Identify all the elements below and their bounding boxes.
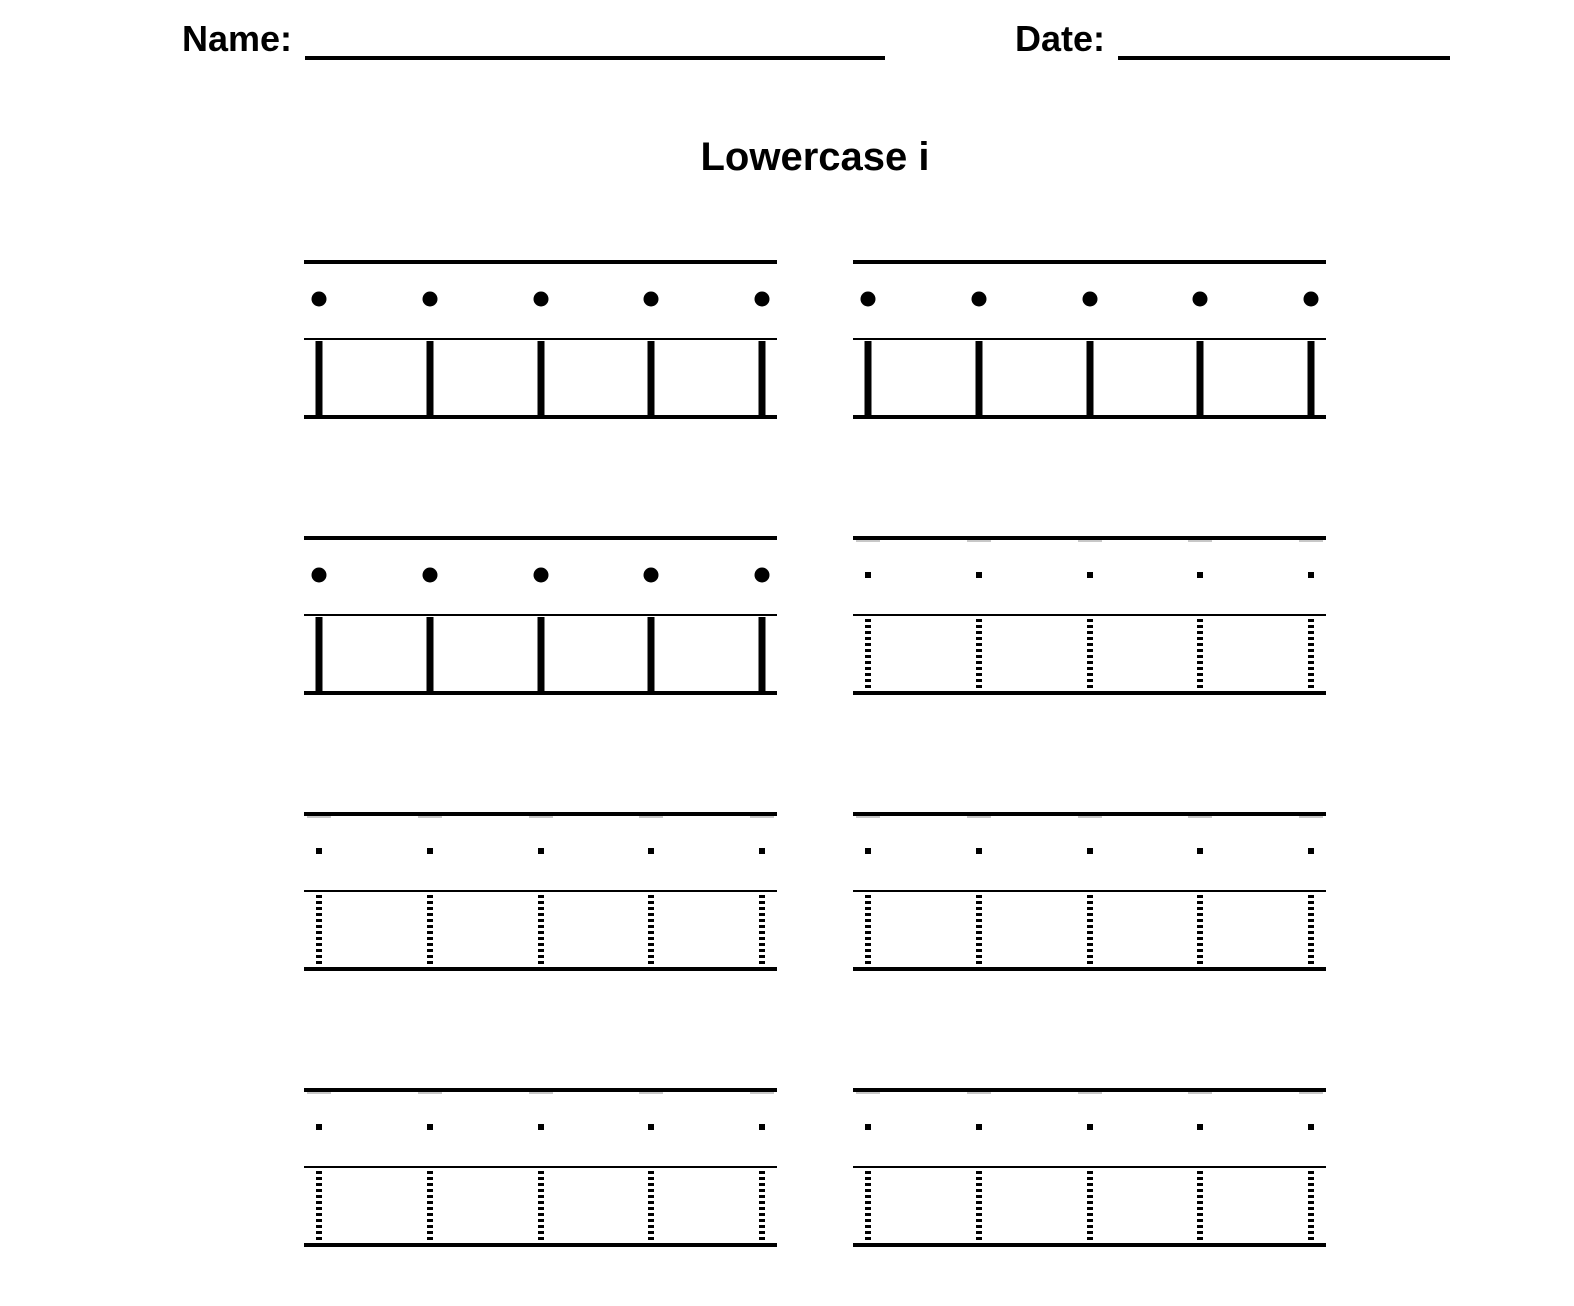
letter-i-model: [644, 292, 659, 418]
letter-dot: [976, 848, 982, 854]
letter-dot: [427, 848, 433, 854]
letter-dot: [534, 568, 549, 583]
letter-dot: [976, 572, 982, 578]
letter-i-trace: [1308, 848, 1314, 969]
letter-i-model: [755, 292, 770, 418]
letter-i-model: [423, 292, 438, 418]
letter-i-trace: [1087, 572, 1093, 693]
letter-dot: [1304, 292, 1319, 307]
letter-i-model: [861, 292, 876, 418]
letter-i-trace: [1308, 572, 1314, 693]
letter-dot: [755, 292, 770, 307]
letter-i-model: [534, 292, 549, 418]
letter-i-model: [1304, 292, 1319, 418]
letter-i-trace: [1197, 572, 1203, 693]
practice-block-row-2-left: [304, 538, 777, 693]
letter-dot: [316, 1124, 322, 1130]
letter-dot: [538, 1124, 544, 1130]
letter-dot: [1087, 848, 1093, 854]
letter-dot: [865, 572, 871, 578]
letter-i-model: [312, 568, 327, 694]
letter-i-trace: [1087, 1124, 1093, 1245]
letter-i-trace: [1087, 848, 1093, 969]
letter-dot: [1087, 572, 1093, 578]
letter-dot: [759, 848, 765, 854]
letter-dot: [427, 1124, 433, 1130]
letter-i-trace: [427, 848, 433, 969]
letter-i-trace: [976, 848, 982, 969]
letter-i-model: [534, 568, 549, 694]
letter-i-trace: [316, 848, 322, 969]
date-label: Date:: [1015, 18, 1106, 59]
letter-dot: [644, 292, 659, 307]
letter-i-trace: [1197, 848, 1203, 969]
letter-dot: [316, 848, 322, 854]
letter-dot: [1308, 848, 1314, 854]
letter-i-trace: [538, 848, 544, 969]
letter-dot: [1083, 292, 1098, 307]
practice-block-row-3-right: [853, 814, 1326, 969]
letter-dot: [423, 568, 438, 583]
letter-i-model: [644, 568, 659, 694]
letter-i-trace: [976, 1124, 982, 1245]
practice-block-row-3-left: [304, 814, 777, 969]
letter-i-trace: [976, 572, 982, 693]
letter-dot: [759, 1124, 765, 1130]
letter-dot: [423, 292, 438, 307]
letter-dot: [644, 568, 659, 583]
letter-dot: [1197, 848, 1203, 854]
letter-i-trace: [759, 1124, 765, 1245]
letter-i-model: [1083, 292, 1098, 418]
letter-i-trace: [316, 1124, 322, 1245]
practice-block-row-1-left: [304, 262, 777, 417]
letter-i-trace: [427, 1124, 433, 1245]
letter-i-trace: [1308, 1124, 1314, 1245]
letter-dot: [1087, 1124, 1093, 1130]
letter-i-trace: [759, 848, 765, 969]
letter-dot: [865, 848, 871, 854]
letter-dot: [865, 1124, 871, 1130]
letter-i-trace: [865, 848, 871, 969]
letter-i-trace: [865, 1124, 871, 1245]
letter-i-model: [1193, 292, 1208, 418]
letter-i-trace: [648, 848, 654, 969]
letter-i-trace: [1197, 1124, 1203, 1245]
letter-dot: [976, 1124, 982, 1130]
letter-dot: [1197, 572, 1203, 578]
letter-dot: [861, 292, 876, 307]
letter-dot: [312, 568, 327, 583]
letter-i-model: [972, 292, 987, 418]
letter-dot: [1197, 1124, 1203, 1130]
letter-i-trace: [865, 572, 871, 693]
letter-dot: [538, 848, 544, 854]
letter-i-trace: [648, 1124, 654, 1245]
letter-i-model: [423, 568, 438, 694]
name-label: Name:: [182, 18, 293, 59]
letter-dot: [534, 292, 549, 307]
letter-dot: [1308, 572, 1314, 578]
practice-block-row-4-left: [304, 1090, 777, 1245]
letter-dot: [755, 568, 770, 583]
page-title: Lowercase i: [700, 135, 930, 179]
letter-dot: [972, 292, 987, 307]
letter-dot: [1308, 1124, 1314, 1130]
letter-dot: [312, 292, 327, 307]
letter-dot: [648, 1124, 654, 1130]
letter-i-model: [312, 292, 327, 418]
letter-i-model: [755, 568, 770, 694]
letter-dot: [648, 848, 654, 854]
practice-block-row-2-right: [853, 538, 1326, 693]
practice-block-row-4-right: [853, 1090, 1326, 1245]
letter-i-trace: [538, 1124, 544, 1245]
letter-dot: [1193, 292, 1208, 307]
practice-block-row-1-right: [853, 262, 1326, 417]
